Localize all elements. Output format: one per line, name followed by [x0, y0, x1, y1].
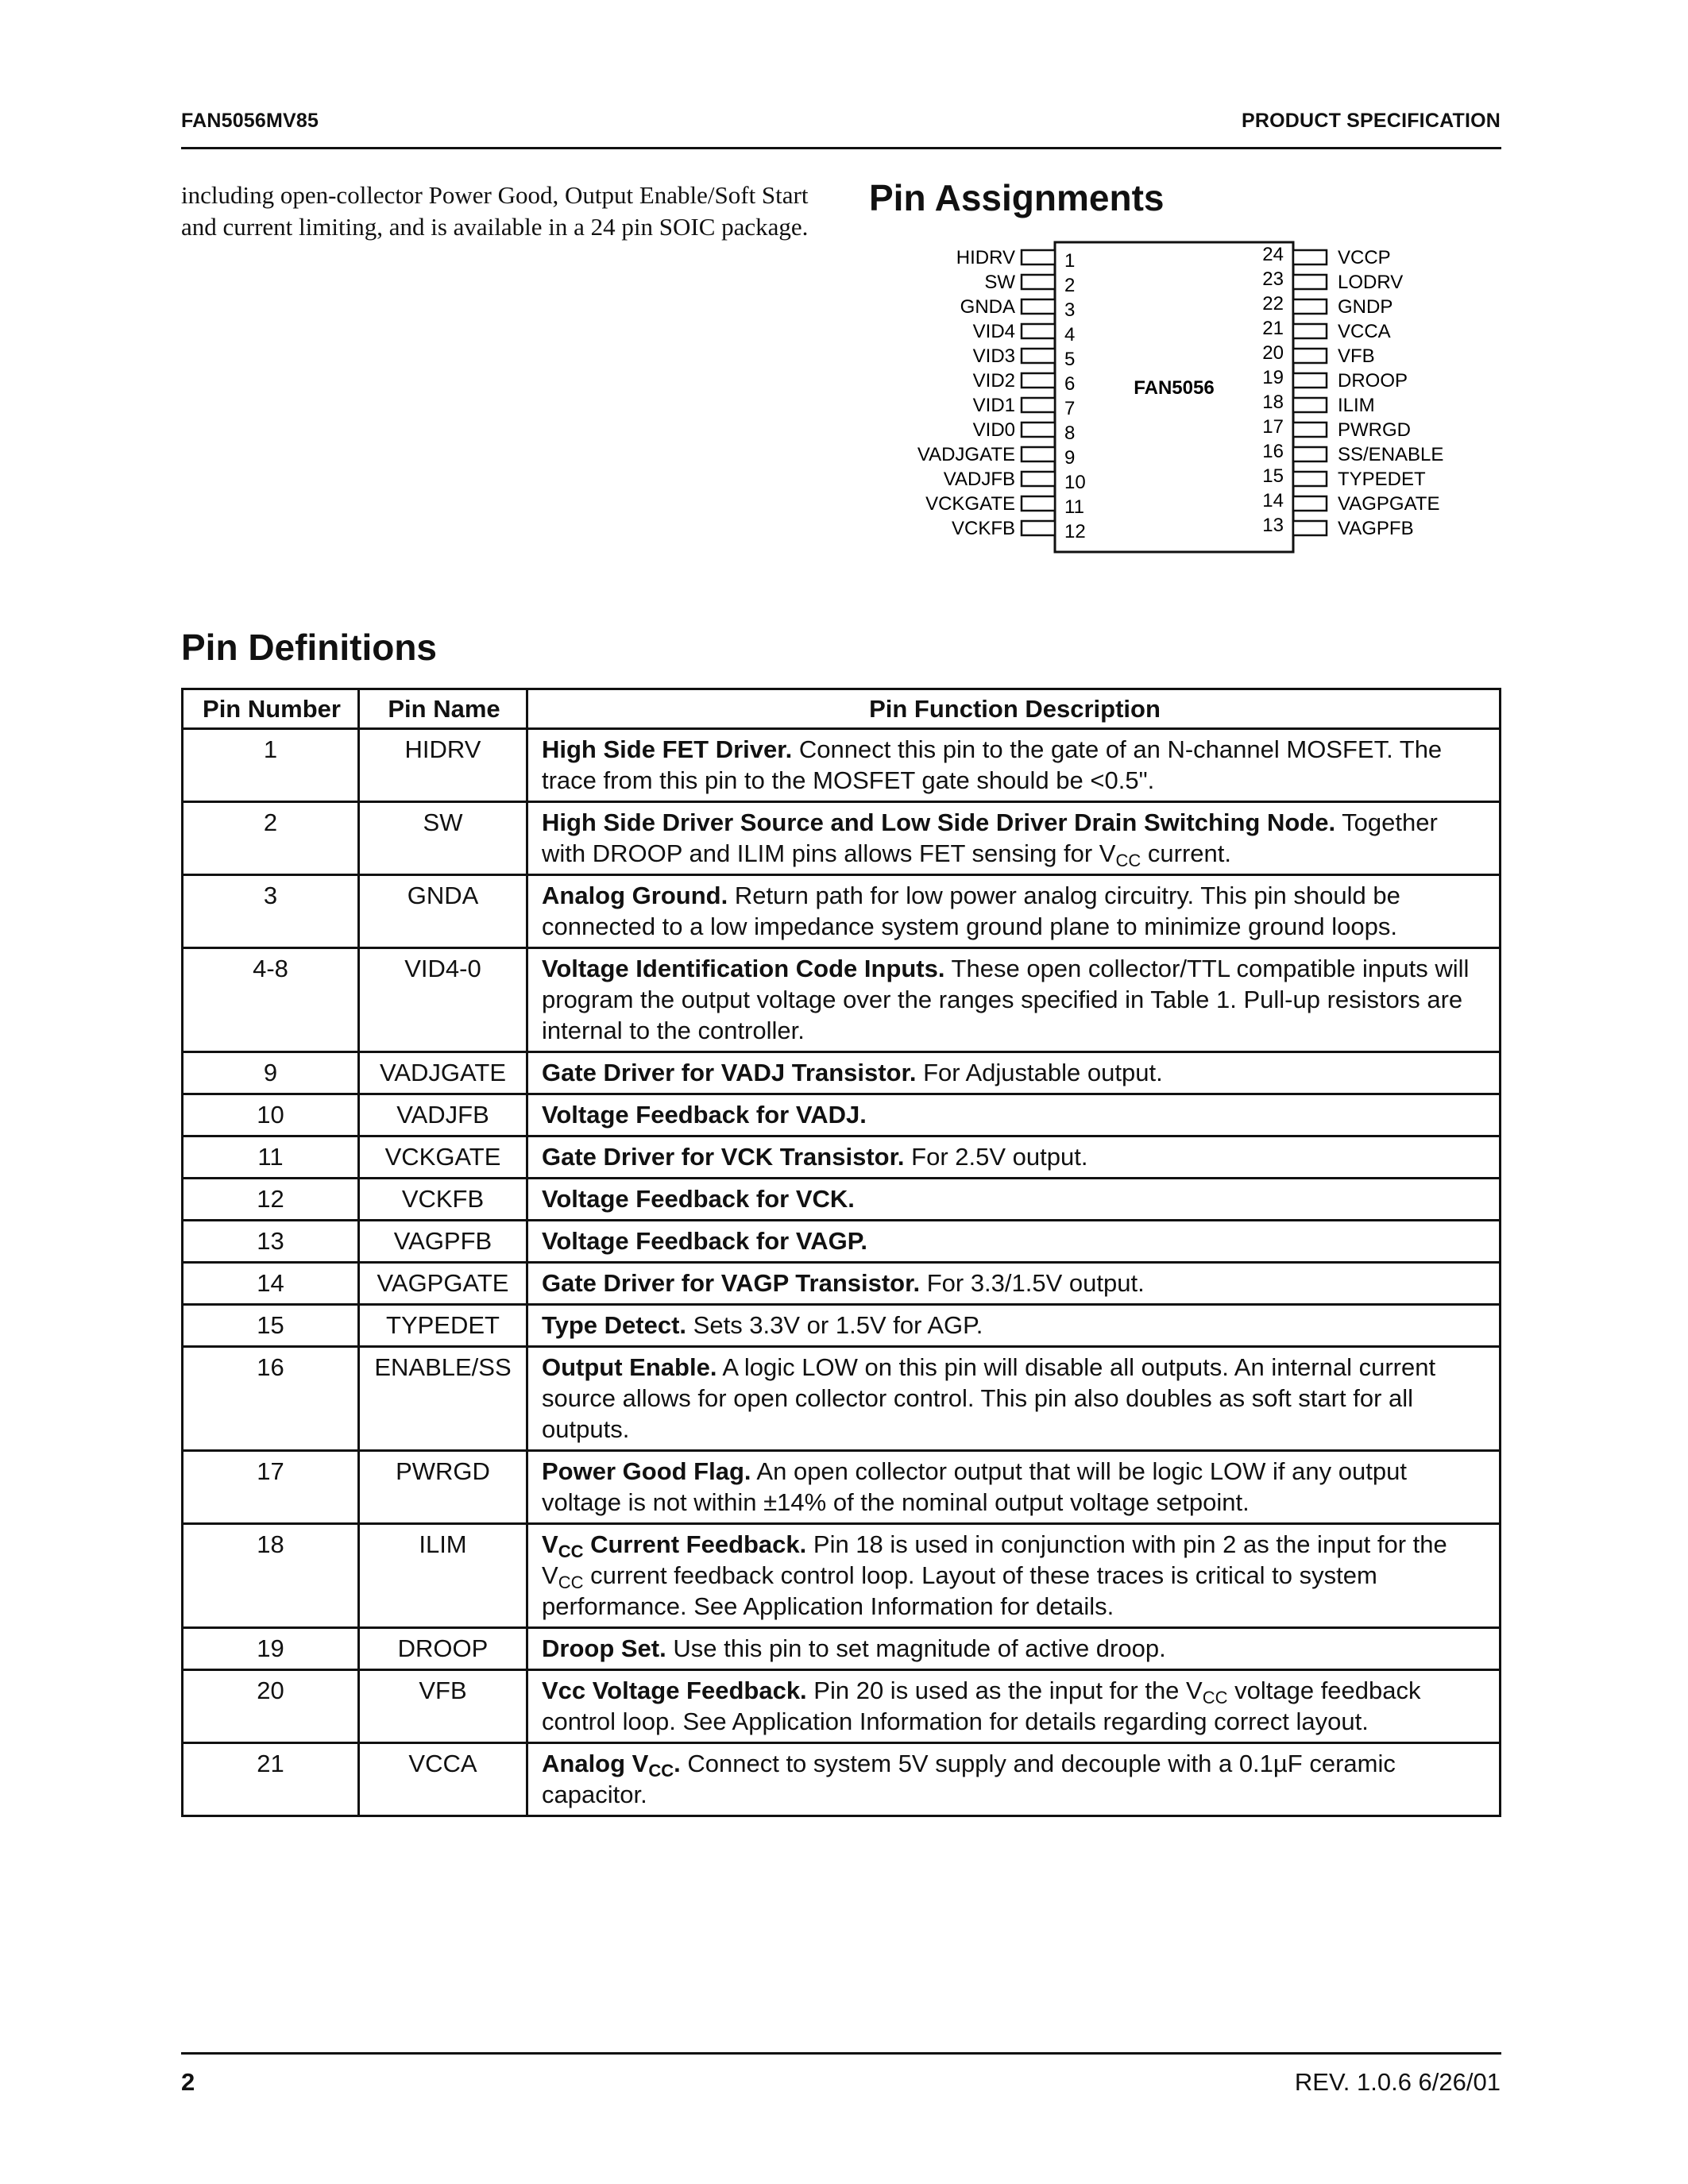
pin-lead	[1293, 324, 1327, 338]
column-header: Pin Name	[359, 689, 527, 729]
pin-number-cell: 16	[183, 1347, 359, 1451]
pin-diagram	[874, 238, 1493, 572]
pin-number-label: 5	[1064, 349, 1076, 370]
pin-number-cell: 15	[183, 1305, 359, 1347]
pin-name-label: VID3	[972, 345, 1015, 367]
pin-number-cell: 12	[183, 1179, 359, 1221]
pin-description-cell	[527, 948, 1501, 1052]
pin-name-cell: VAGPFB	[359, 1221, 527, 1263]
pin-name-cell: VFB	[359, 1670, 527, 1743]
description-title: .	[674, 1750, 681, 1777]
description-text: Pin 18 is used in conjunction with pin 2 as the input for the V	[542, 1530, 1447, 1589]
pin-lead	[1293, 275, 1327, 289]
pin-lead	[1293, 423, 1327, 437]
pin-name-cell: SW	[359, 802, 527, 875]
pin-lead	[1022, 349, 1055, 363]
pin-name-label: VID4	[972, 321, 1015, 342]
description-title: High Side Driver Source and Low Side Driver Drain Switching Node.	[542, 808, 1336, 836]
pin-name-label: VAGPGATE	[1338, 493, 1440, 515]
pin-name-label: VID2	[972, 370, 1015, 392]
pin-number-cell: 21	[183, 1743, 359, 1816]
pin-description-cell	[527, 1052, 1501, 1094]
table-row	[183, 1628, 1501, 1670]
pin-name-label: VADJGATE	[917, 444, 1015, 465]
pin-lead	[1293, 521, 1327, 535]
pin-description-cell	[527, 1221, 1501, 1263]
pin-number-cell: 19	[183, 1628, 359, 1670]
page-number: 2	[181, 2068, 195, 2096]
subscript-text: CC	[1115, 851, 1141, 870]
pin-description-cell	[527, 802, 1501, 875]
pin-number-cell: 1	[183, 729, 359, 802]
description-text: An open collector output that will be logic LOW if any output voltage is not within ±14% of the nominal output voltage setpoint.	[542, 1457, 1407, 1516]
table-row	[183, 1743, 1501, 1816]
pin-number-cell: 17	[183, 1451, 359, 1524]
pin-number-label: 6	[1064, 373, 1076, 395]
footer-rule	[181, 2052, 1501, 2055]
pin-lead	[1293, 398, 1327, 412]
subscript-text: CC	[558, 1572, 584, 1592]
table-row	[183, 802, 1501, 875]
pin-name-label: VID0	[972, 419, 1015, 441]
table-row	[183, 1179, 1501, 1221]
pin-number-cell: 18	[183, 1524, 359, 1628]
pin-number-label: 13	[1262, 515, 1284, 536]
pin-number-label: 9	[1064, 447, 1076, 469]
description-text: Return path for low power analog circuitry. This pin should be connected to a low impedance system ground plane to minimize ground loops.	[542, 882, 1400, 940]
table-row	[183, 729, 1501, 802]
pin-name-cell: DROOP	[359, 1628, 527, 1670]
pin-description-cell	[527, 1524, 1501, 1628]
description-title: Current Feedback.	[583, 1530, 807, 1558]
table-row	[183, 1451, 1501, 1524]
subscript-text: CC	[1202, 1688, 1228, 1707]
description-title: Analog V	[542, 1750, 649, 1777]
pin-name-cell: TYPEDET	[359, 1305, 527, 1347]
pin-name-label: GNDA	[960, 296, 1015, 318]
pin-name-label: VCCP	[1338, 247, 1391, 268]
pin-number-cell: 13	[183, 1221, 359, 1263]
description-text: voltage feedback control loop. See Application Information for details regarding correct layout.	[542, 1677, 1421, 1735]
description-title: Voltage Feedback for VAGP.	[542, 1227, 868, 1255]
header-rule	[181, 147, 1501, 149]
description-title: Output Enable.	[542, 1353, 717, 1381]
pin-description-cell	[527, 1136, 1501, 1179]
pin-name-label: VID1	[972, 395, 1015, 416]
pin-lead	[1022, 496, 1055, 511]
pin-name-label: HIDRV	[956, 247, 1015, 268]
pin-number-label: 3	[1064, 299, 1076, 321]
table-row	[183, 875, 1501, 948]
pin-name-cell: GNDA	[359, 875, 527, 948]
table-row	[183, 948, 1501, 1052]
pin-number-cell: 2	[183, 802, 359, 875]
description-text: For 3.3/1.5V output.	[920, 1269, 1145, 1297]
pin-description-cell	[527, 1305, 1501, 1347]
description-text: For 2.5V output.	[904, 1143, 1088, 1171]
table-header-row	[183, 689, 1501, 729]
pin-number-label: 22	[1262, 293, 1284, 314]
pin-name-cell: ENABLE/SS	[359, 1347, 527, 1451]
pin-name-label: VADJFB	[943, 469, 1015, 490]
description-title: Gate Driver for VCK Transistor.	[542, 1143, 905, 1171]
pin-name-cell: VADJGATE	[359, 1052, 527, 1094]
pin-name-cell: ILIM	[359, 1524, 527, 1628]
pin-number-cell: 9	[183, 1052, 359, 1094]
table-row	[183, 1670, 1501, 1743]
pin-lead	[1293, 250, 1327, 264]
table-row	[183, 1094, 1501, 1136]
pin-name-cell: VAGPGATE	[359, 1263, 527, 1305]
pin-description-cell	[527, 1179, 1501, 1221]
pin-name-cell: VCKGATE	[359, 1136, 527, 1179]
pin-name-label: VCCA	[1338, 321, 1391, 342]
pin-name-label: DROOP	[1338, 370, 1408, 392]
pin-lead	[1293, 349, 1327, 363]
description-text: Together with DROOP and ILIM pins allows FET sensing for V	[542, 808, 1438, 867]
description-text: Pin 20 is used as the input for the V	[806, 1677, 1203, 1704]
pin-number-cell: 10	[183, 1094, 359, 1136]
pin-lead	[1293, 472, 1327, 486]
pin-lead	[1022, 373, 1055, 388]
table-row	[183, 1524, 1501, 1628]
pin-lead	[1022, 521, 1055, 535]
pin-number-label: 19	[1262, 367, 1284, 388]
description-title: Voltage Feedback for VCK.	[542, 1185, 855, 1213]
description-text: current.	[1141, 839, 1231, 867]
pin-name-label: VCKGATE	[925, 493, 1015, 515]
pin-number-label: 24	[1262, 244, 1284, 265]
column-header: Pin Number	[183, 689, 359, 729]
description-text: For Adjustable output.	[916, 1059, 1163, 1086]
pin-lead	[1293, 373, 1327, 388]
pin-number-label: 16	[1262, 441, 1284, 462]
pin-number-label: 10	[1064, 472, 1086, 493]
pin-definitions-table	[181, 688, 1501, 1817]
description-text: current feedback control loop. Layout of these traces is critical to system performance. See Application Information for details.	[542, 1561, 1377, 1620]
pin-lead	[1022, 275, 1055, 289]
subscript-text: CC	[558, 1542, 584, 1561]
pin-lead	[1293, 496, 1327, 511]
pin-description-cell	[527, 875, 1501, 948]
column-header: Pin Function Description	[527, 689, 1501, 729]
pin-number-cell: 20	[183, 1670, 359, 1743]
pin-number-label: 1	[1064, 250, 1076, 272]
pin-description-cell	[527, 729, 1501, 802]
description-text: Sets 3.3V or 1.5V for AGP.	[686, 1311, 983, 1339]
pin-lead	[1293, 299, 1327, 314]
table-row	[183, 1263, 1501, 1305]
pin-name-label: LODRV	[1338, 272, 1404, 293]
pin-definitions-title: Pin Definitions	[181, 627, 437, 668]
pin-number-label: 23	[1262, 268, 1284, 290]
chip-label: FAN5056	[1134, 377, 1215, 399]
pin-lead	[1022, 299, 1055, 314]
pin-description-cell	[527, 1451, 1501, 1524]
description-title: Power Good Flag.	[542, 1457, 751, 1485]
table-row	[183, 1052, 1501, 1094]
pin-number-cell: 14	[183, 1263, 359, 1305]
pin-number-cell: 4-8	[183, 948, 359, 1052]
pin-description-cell	[527, 1263, 1501, 1305]
pin-name-label: SW	[984, 272, 1015, 293]
pin-name-label: VAGPFB	[1338, 518, 1414, 539]
table-row	[183, 1221, 1501, 1263]
pin-description-cell	[527, 1628, 1501, 1670]
pin-lead	[1022, 324, 1055, 338]
pin-name-cell: VID4-0	[359, 948, 527, 1052]
pin-description-cell	[527, 1743, 1501, 1816]
pin-description-cell	[527, 1347, 1501, 1451]
pin-lead	[1293, 447, 1327, 461]
description-text: Connect to system 5V supply and decouple with a 0.1µF ceramic capacitor.	[542, 1750, 1396, 1808]
pin-name-label: ILIM	[1338, 395, 1375, 416]
pin-number-label: 21	[1262, 318, 1284, 339]
description-title: V	[542, 1530, 558, 1558]
description-title: Droop Set.	[542, 1634, 666, 1662]
pin-number-label: 18	[1262, 392, 1284, 413]
pin-description-cell	[527, 1094, 1501, 1136]
description-title: Voltage Identification Code Inputs.	[542, 955, 945, 982]
table-row	[183, 1347, 1501, 1451]
pin-number-label: 15	[1262, 465, 1284, 487]
pin-name-cell: VADJFB	[359, 1094, 527, 1136]
pin-lead	[1022, 447, 1055, 461]
pin-name-cell: PWRGD	[359, 1451, 527, 1524]
description-text: These open collector/TTL compatible inputs will program the output voltage over the ranges specified in Table 1. Pull-up resistors are internal to the controller.	[542, 955, 1470, 1044]
description-title: Vcc Voltage Feedback.	[542, 1677, 807, 1704]
description-text: Connect this pin to the gate of an N-channel MOSFET. The trace from this pin to the MOSFET gate should be <0.5".	[542, 735, 1443, 794]
pin-name-label: VCKFB	[951, 518, 1015, 539]
pin-lead	[1022, 472, 1055, 486]
pin-name-cell: HIDRV	[359, 729, 527, 802]
pin-number-label: 8	[1064, 423, 1076, 444]
pin-number-label: 17	[1262, 416, 1284, 438]
pin-number-label: 14	[1262, 490, 1284, 511]
pin-number-cell: 3	[183, 875, 359, 948]
pin-name-label: TYPEDET	[1338, 469, 1426, 490]
description-title: Gate Driver for VAGP Transistor.	[542, 1269, 921, 1297]
pin-number-cell: 11	[183, 1136, 359, 1179]
pin-name-label: VFB	[1338, 345, 1375, 367]
pin-lead	[1022, 423, 1055, 437]
description-title: Type Detect.	[542, 1311, 687, 1339]
table-row	[183, 1305, 1501, 1347]
pin-name-label: PWRGD	[1338, 419, 1411, 441]
description-title: Gate Driver for VADJ Transistor.	[542, 1059, 917, 1086]
pin-number-label: 4	[1064, 324, 1076, 345]
doc-type: PRODUCT SPECIFICATION	[1242, 110, 1501, 132]
pin-lead	[1022, 398, 1055, 412]
pin-description-cell	[527, 1670, 1501, 1743]
doc-id: FAN5056MV85	[181, 110, 319, 132]
description-title: Analog Ground.	[542, 882, 728, 909]
subscript-text: CC	[648, 1761, 674, 1781]
pin-name-label: SS/ENABLE	[1338, 444, 1444, 465]
table-row	[183, 1136, 1501, 1179]
description-title: High Side FET Driver.	[542, 735, 793, 763]
description-text: A logic LOW on this pin will disable all outputs. An internal current source allows for open collector control. This pin also doubles as soft start for all outputs.	[542, 1353, 1436, 1443]
pin-number-label: 12	[1064, 521, 1086, 542]
pin-number-label: 20	[1262, 342, 1284, 364]
description-text: Use this pin to set magnitude of active droop.	[666, 1634, 1166, 1662]
pin-name-cell: VCKFB	[359, 1179, 527, 1221]
pin-number-label: 11	[1064, 496, 1084, 518]
pin-name-cell: VCCA	[359, 1743, 527, 1816]
revision: REV. 1.0.6 6/26/01	[1294, 2068, 1501, 2096]
pin-name-label: GNDP	[1338, 296, 1393, 318]
intro-paragraph: including open-collector Power Good, Output Enable/Soft Start and current limiting, and is available in a 24 pin SOIC package.	[181, 181, 809, 241]
pin-number-label: 2	[1064, 275, 1076, 296]
pin-number-label: 7	[1064, 398, 1076, 419]
description-title: Voltage Feedback for VADJ.	[542, 1101, 867, 1129]
pin-assignments-title: Pin Assignments	[869, 177, 1165, 218]
pin-lead	[1022, 250, 1055, 264]
